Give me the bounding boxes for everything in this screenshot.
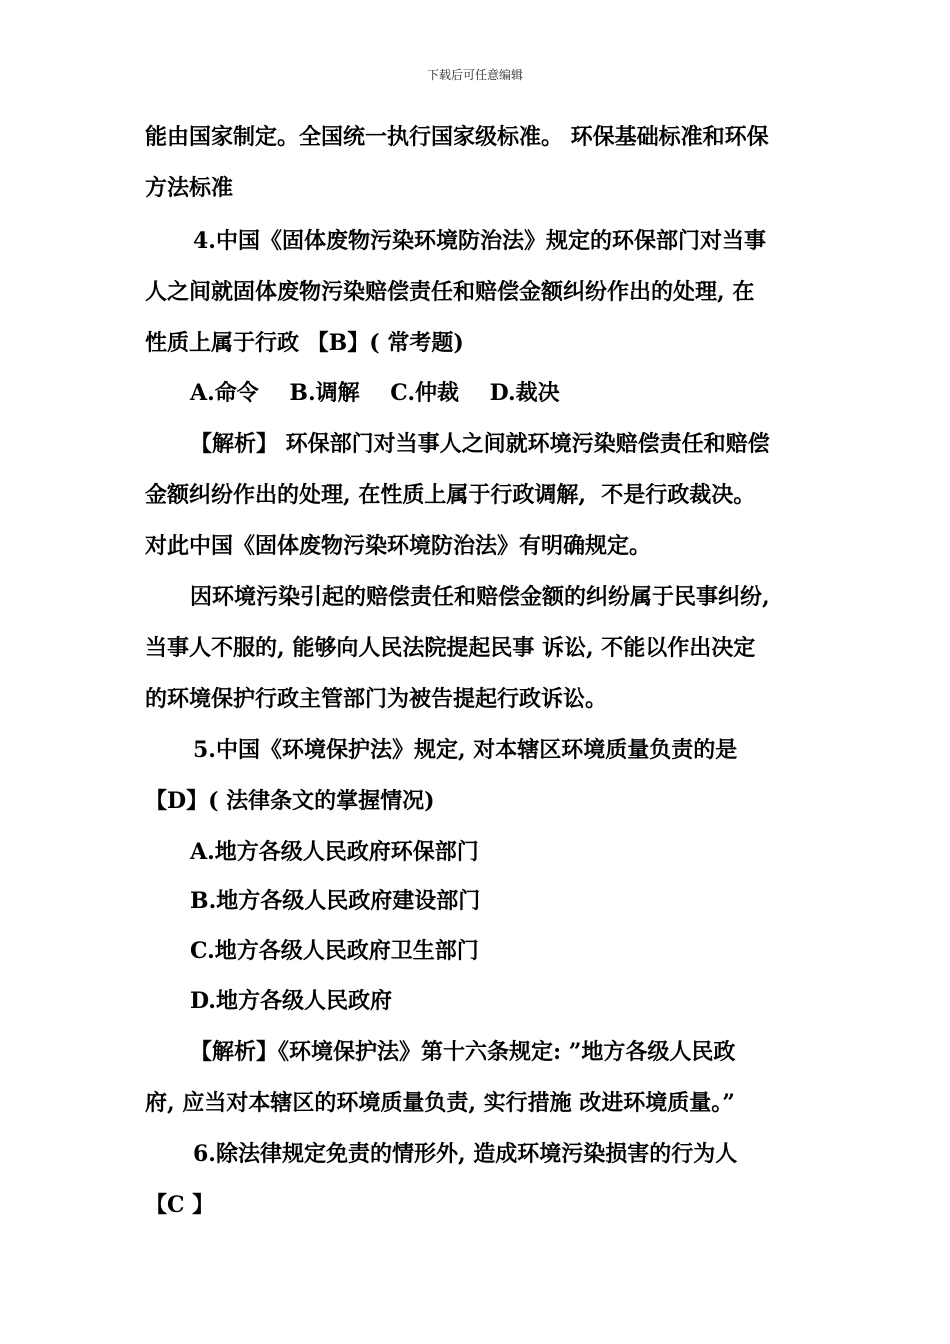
- text-line: 府, 应当对本辖区的环境质量负责, 实行措施 改进环境质量。”: [145, 1090, 735, 1116]
- text-line: 的环境保护行政主管部门为被告提起行政诉讼。: [145, 686, 608, 712]
- option-d: D.地方各级人民政府: [190, 988, 392, 1014]
- option-b: B.地方各级人民政府建设部门: [190, 888, 481, 914]
- option-a: A.地方各级人民政府环保部门: [190, 839, 479, 865]
- answer-options: A.命令 B.调解 C.仲裁 D.裁决: [190, 380, 560, 406]
- page-header: 下载后可任意编辑: [426, 68, 523, 82]
- question-6: 6.除法律规定免责的情形外, 造成环境污染损害的行为人: [193, 1141, 738, 1167]
- text-line: 对此中国《固体废物污染环境防治法》有明确规定。: [145, 533, 652, 559]
- text-line: 当事人不服的, 能够向人民法院提起民事 诉讼, 不能以作出决定: [145, 635, 756, 661]
- analysis-line: 【解析】 环保部门对当事人之间就环境污染赔偿责任和赔偿: [190, 431, 770, 457]
- text-line: 人之间就固体废物污染赔偿责任和赔偿金额纠纷作出的处理, 在: [145, 279, 755, 305]
- text-line: 【D】( 法律条文的掌握情况): [145, 788, 435, 814]
- text-line: 性质上属于行政 【B】( 常考题): [145, 330, 464, 356]
- text-line: 金额纠纷作出的处理, 在性质上属于行政调解, 不是行政裁决。: [145, 482, 756, 508]
- text-line: 【C 】: [145, 1192, 215, 1218]
- question-4: 4.中国《固体废物污染环境防治法》规定的环保部门对当事: [193, 228, 766, 254]
- text-line: 能由国家制定。全国统一执行国家级标准。 环保基础标准和环保: [145, 124, 769, 150]
- text-line: 因环境污染引起的赔偿责任和赔偿金额的纠纷属于民事纠纷,: [190, 584, 770, 610]
- analysis-line: 【解析】《环境保护法》第十六条规定: ”地方各级人民政: [190, 1039, 736, 1065]
- text-line: 方法标准: [145, 175, 234, 201]
- option-c: C.地方各级人民政府卫生部门: [190, 938, 479, 964]
- question-5: 5.中国《环境保护法》规定, 对本辖区环境质量负责的是: [193, 737, 738, 763]
